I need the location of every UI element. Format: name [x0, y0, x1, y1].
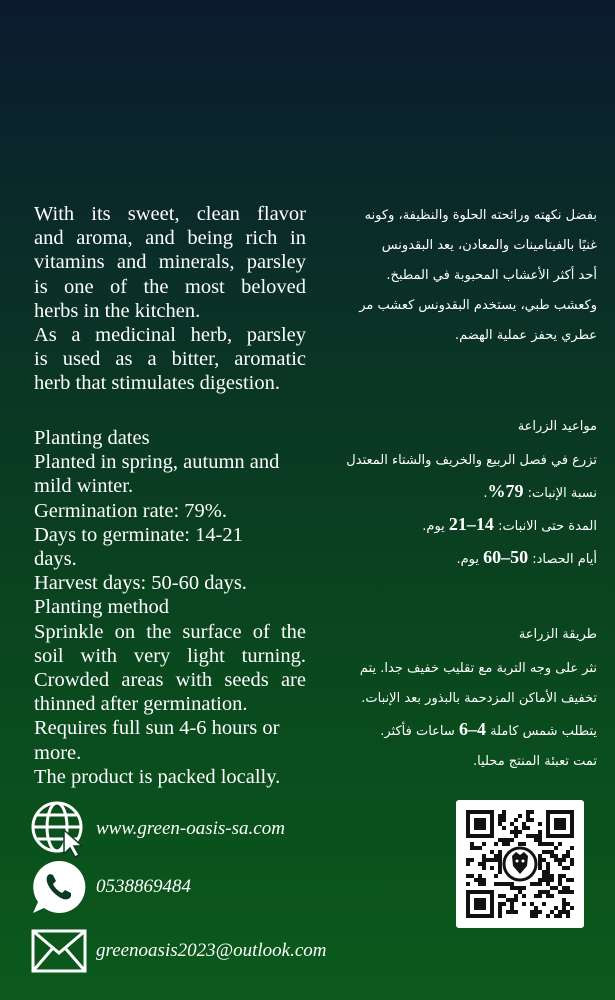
- envelope-icon: [30, 922, 88, 980]
- arabic-description: [297, 201, 597, 351]
- planting-dates-line: Planted in spring, autumn and: [34, 451, 280, 474]
- sun-requirement: Requires full sun 4-6 hours or: [34, 717, 280, 740]
- arabic-harvest-label: أيام الحصاد:: [532, 552, 597, 567]
- medicinal-line: As a medicinal herb, parsley: [34, 324, 306, 347]
- arabic-intro-line: عطري يحفز عملية الهضم.: [454, 328, 597, 343]
- arabic-sun-value: 4–6: [458, 719, 486, 739]
- email-row[interactable]: [30, 922, 327, 980]
- arabic-intro-line: وكعشب طبي، يستخدم البقدونس كعشب مر: [359, 298, 597, 313]
- arabic-day-word: يوم.: [456, 552, 479, 567]
- planting-method-title: Planting method: [34, 596, 169, 619]
- arabic-germinate-label: المدة حتى الانبات:: [498, 519, 597, 534]
- arabic-sun-requirement: [297, 714, 597, 747]
- intro-line: is one of the most beloved: [34, 275, 306, 298]
- globe-cursor-icon: [30, 800, 88, 858]
- arabic-packed-locally: تمت تعبئة المنتج محليا.: [472, 754, 597, 769]
- planting-method-line: soil with very light turning.: [34, 644, 306, 667]
- medicinal-line: is used as a bitter, aromatic: [34, 348, 306, 371]
- arabic-planting-dates-title: مواعيد الزراعة: [517, 419, 597, 434]
- qr-code-graphic: [456, 800, 584, 928]
- medicinal-line: herb that stimulates digestion.: [34, 372, 280, 395]
- days-to-germinate: Days to germinate: 14-21: [34, 523, 243, 546]
- phone-row[interactable]: [30, 858, 191, 916]
- intro-line: and aroma, and being rich in: [34, 227, 306, 250]
- days-to-germinate: days.: [34, 548, 77, 571]
- arabic-germination-label: نسبة الإنبات:: [527, 486, 597, 501]
- website-row[interactable]: [30, 800, 285, 858]
- arabic-harvest-value: 50–60: [483, 547, 529, 567]
- planting-method-line: thinned after germination.: [34, 693, 248, 716]
- sun-requirement: more.: [34, 741, 82, 764]
- arabic-germination-value: 79%: [487, 481, 524, 501]
- arabic-planting-info: [297, 412, 597, 575]
- english-description: [34, 202, 306, 396]
- planting-dates-line: mild winter.: [34, 475, 134, 498]
- email-address[interactable]: greenoasis2023@outlook.com: [96, 940, 327, 961]
- phone-number[interactable]: 0538869484: [96, 876, 191, 897]
- planting-method-line: Sprinkle on the surface of the: [34, 620, 306, 643]
- packed-locally: The product is packed locally.: [34, 765, 281, 788]
- arabic-sun-prefix: يتطلب شمس كاملة: [490, 724, 597, 739]
- arabic-planting-method: [297, 620, 597, 777]
- arabic-days-to-germinate: [297, 509, 597, 542]
- intro-line: With its sweet, clean flavor: [34, 203, 306, 225]
- arabic-method-line: تخفيف الأماكن المزدحمة بالبذور بعد الإنبات.: [361, 691, 597, 706]
- website-link[interactable]: www.green-oasis-sa.com: [96, 818, 285, 839]
- arabic-harvest-days: [297, 542, 597, 575]
- planting-method-line: Crowded areas with seeds are: [34, 669, 306, 692]
- arabic-planting-method-title: طريقة الزراعة: [518, 627, 597, 642]
- arabic-method-line: نثر على وجه التربة مع تقليب خفيف جدا. يتم: [359, 661, 597, 676]
- arabic-germination-rate: نسبة الإنبات: 79%.: [483, 481, 597, 501]
- arabic-planting-dates-text: تزرع في فصل الربيع والخريف والشتاء المعتدل: [346, 453, 597, 468]
- harvest-days: Harvest days: 50-60 days.: [34, 572, 247, 595]
- arabic-day-word: يوم.: [422, 519, 445, 534]
- germination-rate: Germination rate: 79%.: [34, 499, 227, 522]
- planting-dates-title: Planting dates: [34, 427, 150, 449]
- intro-line: herbs in the kitchen.: [34, 299, 201, 322]
- whatsapp-icon: [30, 858, 88, 916]
- english-planting-info: [34, 426, 306, 789]
- intro-line: vitamins and minerals, parsley: [34, 251, 306, 274]
- arabic-intro-line: بفضل نكهته ورائحته الحلوة والنظيفة، وكونه: [364, 208, 597, 223]
- arabic-intro-line: غنيًا بالفيتامينات والمعادن، يعد البقدونس: [381, 238, 597, 253]
- arabic-sun-suffix: ساعات فأكثر.: [380, 724, 455, 739]
- arabic-germinate-value: 14–21: [448, 514, 494, 534]
- qr-code[interactable]: [456, 800, 584, 928]
- arabic-intro-line: أحد أكثر الأعشاب المحبوبة في المطبخ.: [386, 268, 597, 283]
